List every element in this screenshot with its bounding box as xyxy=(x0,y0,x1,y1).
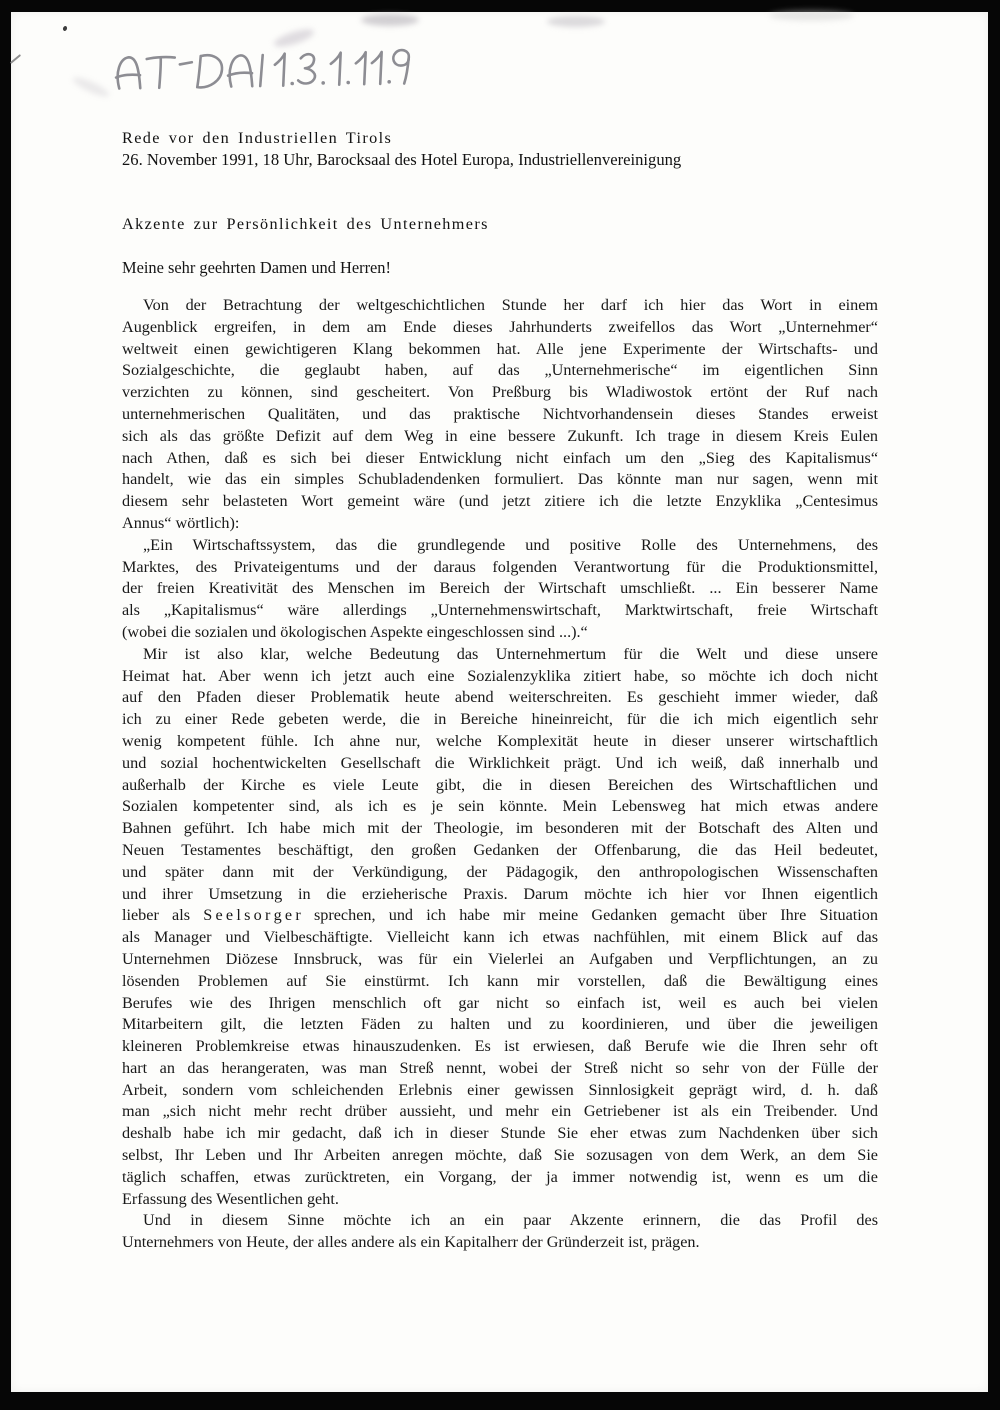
scan-speck-dot xyxy=(62,25,67,31)
text-line: Annus“ wörtlich): xyxy=(122,513,240,532)
scan-smudge xyxy=(361,14,419,26)
text-line: außerhalb der Kirche es viele Leute gibt, die in diesen Bereichen des Wirtschaftlichen und xyxy=(122,775,878,794)
scan-tick-mark xyxy=(10,54,21,64)
text-line: Neuen Testamentes beschäftigt, den großen Gedanken der Offenbarung, die das Heil bedeutet, xyxy=(122,840,878,859)
text-line: Mir ist also klar, welche Bedeutung das Unternehmertum für die Welt und diese unsere xyxy=(143,644,878,663)
text-line: Und in diesem Sinne möchte ich an ein paar Akzente erinnern, die das Profil des xyxy=(143,1211,878,1230)
text-line: Von der Betrachtung der weltgeschichtlichen Stunde her darf ich hier das Wort in einem xyxy=(143,296,878,314)
text-line: selbst, Ihr Leben und Ihr Arbeiten anregen möchte, daß Sie sozusagen von dem Werk, an dem Sie xyxy=(122,1146,878,1165)
text-line: Unternehmers von Heute, der alles andere als ein Kapitalherr der Gründerzeit ist, prägen. xyxy=(122,1233,700,1252)
document-title: Rede vor den Industriellen Tirols xyxy=(122,129,393,147)
text-line: auf den Pfaden dieser Problematik heute abend weiterschreiten. Es geschieht immer wieder, daß xyxy=(122,688,878,707)
scan-smudge xyxy=(769,10,854,21)
text-line: verzichten zu können, sind gescheitert. Von Preßburg bis Wladiwostok ertönt der Ruf nach xyxy=(122,383,878,402)
document-body xyxy=(122,295,878,1254)
text-line: täglich schaffen, etwas zurücktreten, ein Vorgang, der ja immer notwendig ist, wenn es um die xyxy=(122,1167,878,1186)
text-line: Unternehmen Diözese Innsbruck, was für ein Vielerlei an Aufgaben und Verpflichtungen, an zu xyxy=(122,949,878,968)
text-line: und später dann mit der Verkündigung, der Pädagogik, den anthropologischen Wissenschaften xyxy=(122,862,878,881)
text-line: lieber als S e e l s o r g e r sprechen, und ich habe mir meine Gedanken gemacht über Ihre Situation xyxy=(122,906,878,925)
text-line: Augenblick ergreifen, in dem am Ende dieses Jahrhunderts zweifellos das Wort „Unternehmer“ xyxy=(122,317,878,336)
text-line: man „sich nicht mehr recht drüber aussieht, und mehr ein Getriebener ist als ein Treibender. Und xyxy=(122,1102,878,1121)
text-line: Arbeit, sondern vom schleichenden Erlebnis einer gewissen Sinnlosigkeit geprägt wird, d. h. daß xyxy=(122,1080,878,1099)
text-line: lösenden Problemen auf Sie einstürmt. Ich kann mir vorstellen, daß die Bewältigung eines xyxy=(122,971,878,990)
text-line: (wobei die sozialen und ökologischen Aspekte eingeschlossen sind ...).“ xyxy=(122,622,588,641)
speech-heading: Akzente zur Persönlichkeit des Unternehmers xyxy=(122,215,489,233)
text-line: nach Athen, daß es sich bei dieser Entwicklung nicht einfach um den „Sieg des Kapitalismus“ xyxy=(122,448,878,467)
handwritten-archive-code-text xyxy=(113,43,414,100)
text-line: kleineren Problemkreise etwas hinauszudenken. Es ist erwiesen, daß Berufe wie die Ihren sehr oft xyxy=(122,1037,878,1056)
text-line: deshalb habe ich mir gedacht, daß ich in dieser Stunde Sie eher etwas zum Nachdenken über sich xyxy=(122,1124,878,1143)
document-dateline: 26. November 1991, 18 Uhr, Barocksaal des Hotel Europa, Industriellenvereinigung xyxy=(122,150,682,169)
text-line: handelt, wie das ein simples Schubladendenken formuliert. Das könnte man nur sagen, wenn mit xyxy=(122,470,878,489)
text-line: Berufes wie des Ihrigen menschlich oft gar nicht so einfach ist, weil es auch bei vielen xyxy=(122,993,878,1012)
text-line: und ihrer Umsetzung in die erzieherische Praxis. Darum möchte ich hier vor Ihnen eigentlich xyxy=(122,884,878,903)
text-line: unternehmerischen Qualitäten, und das praktische Nichtvorhandensein dieses Standes erweist xyxy=(122,404,878,423)
text-line: weltweit einen gewichtigeren Klang bekommen hat. Alle jene Experimente der Wirtschafts- und xyxy=(122,339,878,358)
text-line: hart an das herangeraten, was man Streß nennt, wobei der Streß nicht so sehr von der Fülle der xyxy=(122,1058,878,1077)
scan-smudge xyxy=(71,74,111,100)
text-line: Sozialgeschichte, die geglaubt haben, auf das „Unternehmerische“ im eigentlichen Sinn xyxy=(122,361,878,380)
text-line: als „Kapitalismus“ wäre allerdings „Unternehmenswirtschaft, Marktwirtschaft, freie Wirtschaft xyxy=(122,601,878,620)
text-line: „Ein Wirtschaftssystem, das die grundlegende und positive Rolle des Unternehmens, des xyxy=(143,535,878,554)
text-line: als Manager und Vielbeschäftigte. Vielleicht kann ich etwas nachfühlen, mit einem Blick auf das xyxy=(122,928,878,947)
text-line: wenig kompetent fühle. Ich ahne nur, welche Komplexität heute in dieser unserer wirtschaftlich xyxy=(122,731,878,750)
text-line: diesem sehr belasteten Wort gemeint wäre (und jetzt zitiere ich die letzte Enzyklika „Centesimus xyxy=(122,492,878,511)
text-line: und sozial hochentwickelten Gesellschaft die Wirklichkeit prägt. Und ich weiß, daß innerhalb und xyxy=(122,753,878,772)
handwritten-archive-code xyxy=(113,43,414,100)
text-line: der freien Kreativität des Menschen im Bereich der Wirtschaft umschließt. ... Ein besserer Name xyxy=(122,579,878,598)
text-line: Marktes, des Privateigentums und der daraus folgenden Verantwortung für die Produktionsmittel, xyxy=(122,557,878,576)
salutation-line: Meine sehr geehrten Damen und Herren! xyxy=(122,258,391,277)
text-line: sich als das größte Defizit auf dem Weg in eine bessere Zukunft. Ich trage in diesem Kreis Eulen xyxy=(122,426,878,445)
text-line: Bahnen geführt. Ich habe mich mit der Theologie, im besonderen mit der Botschaft des Alten und xyxy=(122,819,878,838)
text-line: Sozialen kompetenter sind, als ich es je sein könnte. Mein Lebensweg hat mich etwas andere xyxy=(122,797,878,816)
text-line: Erfassung des Wesentlichen geht. xyxy=(122,1189,339,1208)
text-line: Heimat hat. Aber wenn ich jetzt auch eine Sozialenzyklika zitiert habe, so möchte ich doch nicht xyxy=(122,666,878,685)
text-line: Mitarbeitern gilt, die letzten Fäden zu halten und zu koordinieren, und über die jeweiligen xyxy=(122,1015,878,1034)
text-line: ich zu einer Rede gebeten werde, die in Bereiche hineinreicht, für die ich mich eigentlich sehr xyxy=(122,710,878,729)
scanned-paper-sheet xyxy=(11,12,988,1392)
scan-smudge xyxy=(547,16,605,27)
